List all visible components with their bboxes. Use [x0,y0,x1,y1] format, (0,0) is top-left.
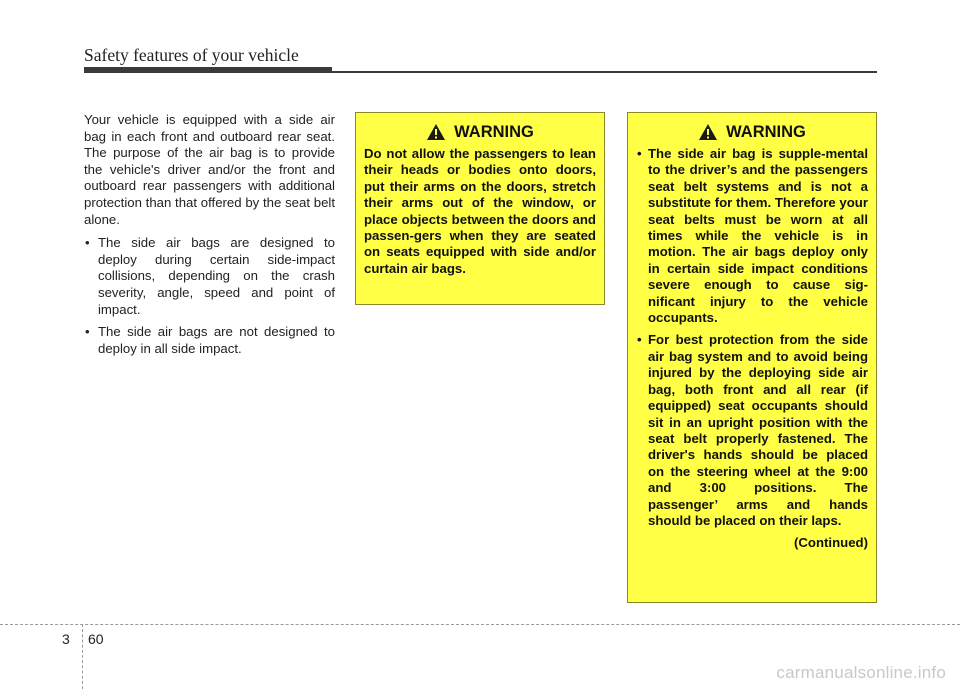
warning-bullet-list [636,146,868,529]
intro-paragraph: Your vehicle is equipped with a side air bag in each front and outboard rear seat. The purpose of the air bag is to provide the vehicle's driver and/or the front and outboard rear passengers with additional protection than that offered by the seat belt alone. [84,112,335,227]
body-bullet-list [84,235,335,357]
warning-heading [364,123,596,141]
watermark: carmanualsonline.info [776,663,946,682]
body-bullet-item: • The side air bags are not designed to deploy in all side impact. [84,324,335,357]
continued-label: (Continued) [794,535,868,551]
header-rule-thin [84,71,877,73]
body-bullet-item: • The side air bags are designed to deploy during certain side-impact collisions, depending on the crash severity, angle, speed and point of impact. [84,235,335,318]
footer-rule [0,624,960,625]
warning-bullet-item: • The side air bag is supple-mental to the driver’s and the passengers seat belt systems and is not a substitute for them. Therefore your seat belts must be worn at all times while the vehicle is in motion. The air bags deploy only in certain side impact conditions severe enough to cause sig-nificant injury to the vehicle occupants. [636,146,868,326]
warning-box-right [627,112,877,603]
warning-heading-label: WARNING [454,122,534,141]
warning-heading [636,123,868,141]
footer-vertical-rule [82,624,83,689]
body-column [84,112,335,363]
warning-bullet-item: • For best protection from the side air bag system and to avoid being injured by the deploying side air bag, both front and all rear (if equipped) seat occupants should sit in an upright position with the seat belt properly fastened. The driver's hands should be placed on the steering wheel at the 9:00 and 3:00 positions. The passenger’ arms and hands should be placed on their laps. [636,332,868,529]
warning-heading-label: WARNING [726,122,806,141]
warning-triangle-icon [698,123,718,141]
chapter-number: 3 [62,631,70,647]
page-number: 60 [88,631,104,647]
warning-text: Do not allow the passengers to lean their heads or bodies onto doors, put their arms on the doors, stretch their arms out of the window, or place objects between the doors and passen-gers when they are seated on seats equipped with side and/or curtain air bags. [364,146,596,276]
page-header-title: Safety features of your vehicle [84,45,299,65]
warning-box-left [355,112,605,305]
warning-triangle-icon [426,123,446,141]
